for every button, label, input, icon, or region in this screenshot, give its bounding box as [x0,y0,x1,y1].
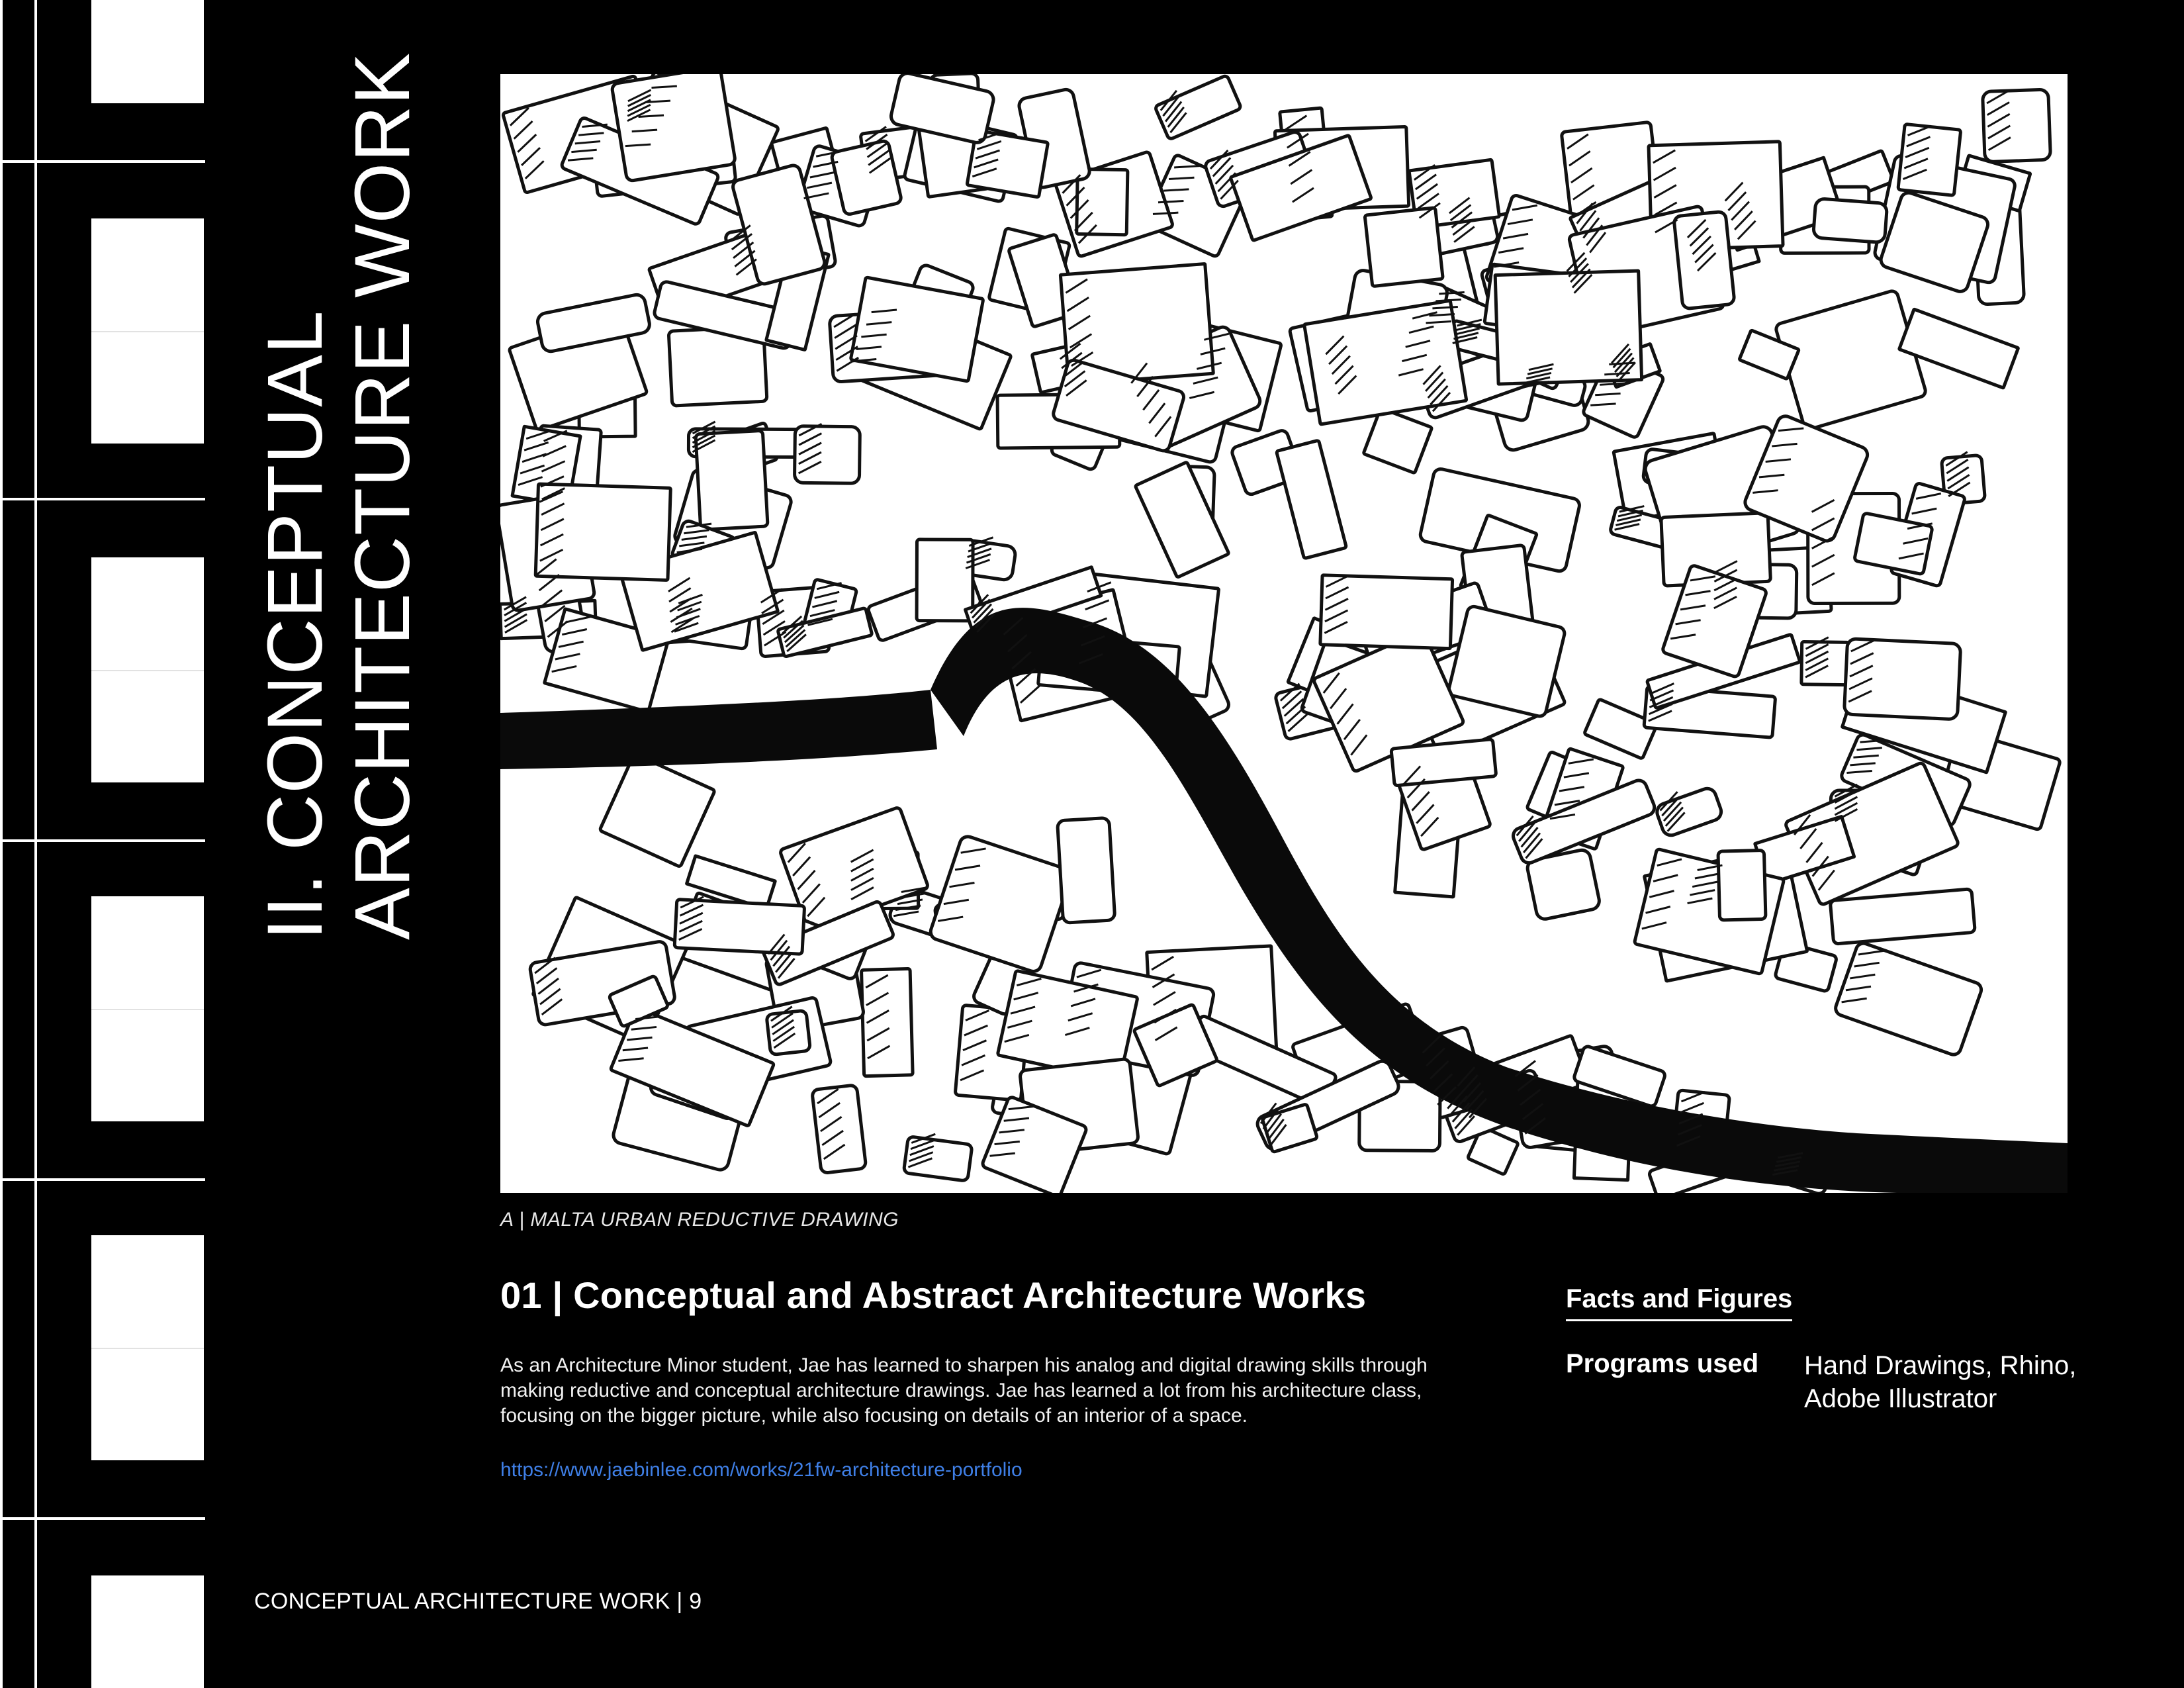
malta-urban-drawing [500,74,2068,1193]
film-strip-divider [0,160,205,163]
film-strip-decoration [0,0,205,1688]
film-frame [91,557,204,782]
film-strip-divider [0,839,205,842]
portfolio-link[interactable]: https://www.jaebinlee.com/works/21fw-architecture-portfolio [500,1459,1023,1481]
film-strip-divider [0,498,205,500]
film-frame [91,1575,204,1688]
urban-sketch-image [500,74,2068,1193]
film-frame [91,0,204,103]
figure-caption: A | MALTA URBAN REDUCTIVE DRAWING [500,1209,899,1231]
page-footer: CONCEPTUAL ARCHITECTURE WORK | 9 [254,1589,702,1614]
section-title [251,52,426,940]
film-frame [91,1235,204,1460]
section-title-line2: ARCHITECTURE WORK [339,52,426,940]
film-frame [91,896,204,1121]
project-description: As an Architecture Minor student, Jae has learned to sharpen his analog and digital drawing skills through making reductive and conceptual architecture drawings. Jae has learned a lot from his architecture class, focusing on the bigger picture, while also focusing on details of an interior of a space. [500,1354,1428,1427]
film-strip-edge [0,0,3,1688]
project-heading: 01 | Conceptual and Abstract Architecture Works [500,1274,1367,1316]
section-title-line1: II. CONCEPTUAL [251,310,339,940]
programs-label: Programs used [1566,1349,1759,1378]
film-frame [91,218,204,444]
facts-title: Facts and Figures [1566,1284,1792,1321]
film-strip-divider [0,1178,205,1181]
film-strip-edge [34,0,37,1688]
programs-value: Hand Drawings, Rhino, Adobe Illustrator [1804,1351,2077,1413]
film-strip-divider [0,1517,205,1520]
